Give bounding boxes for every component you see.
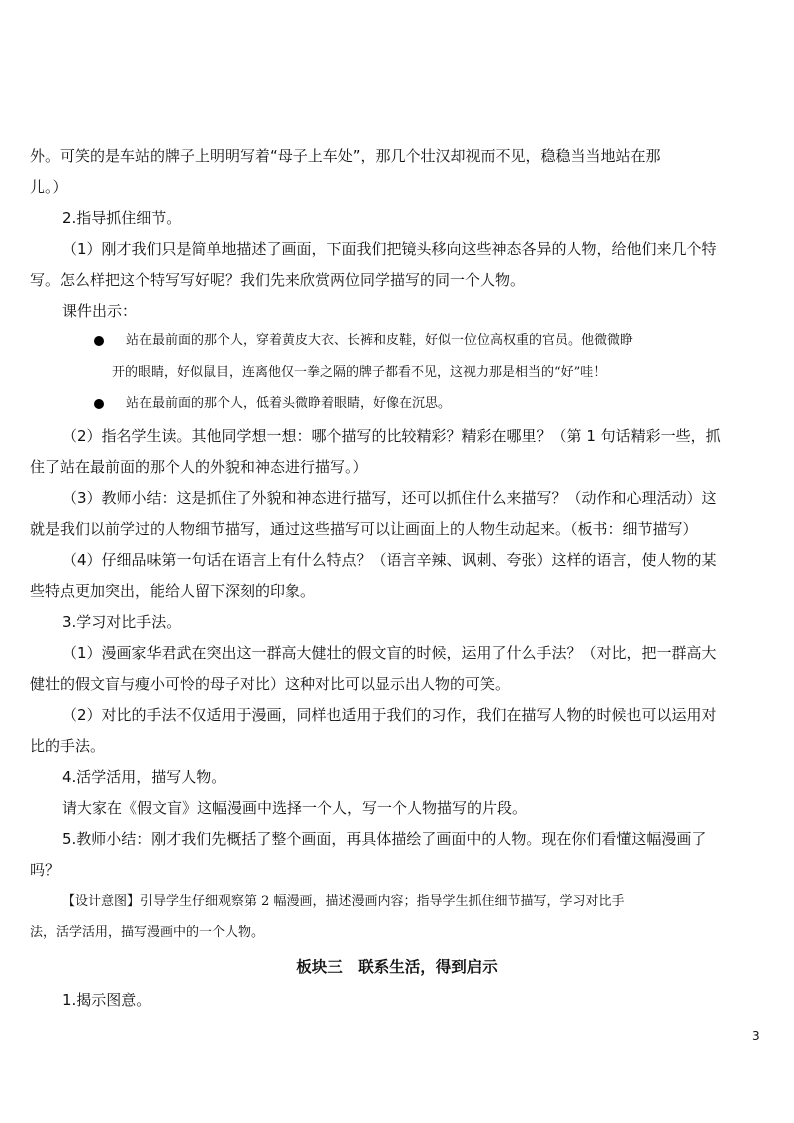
paragraph-line: 儿。） bbox=[30, 178, 68, 196]
bullet-icon bbox=[94, 399, 104, 409]
section-item: 2.指导抓住细节。 bbox=[62, 209, 182, 227]
page-number: 3 bbox=[752, 1029, 760, 1043]
section-item: 4.活学活用，描写人物。 bbox=[62, 768, 227, 786]
bullet-icon bbox=[94, 336, 104, 346]
paragraph-line: 健壮的假文盲与瘦小可怜的母子对比）这种对比可以显示出人物的可笑。 bbox=[30, 675, 511, 693]
paragraph-line: 比的手法。 bbox=[30, 737, 106, 755]
section-heading: 板块三 联系生活，得到启示 bbox=[296, 958, 498, 976]
paragraph-line: 吗？ bbox=[30, 861, 61, 879]
design-intent-line: 【设计意图】引导学生仔细观察第 2 幅漫画，描述漫画内容；指导学生抓住细节描写，学习对比手 bbox=[62, 894, 625, 909]
paragraph-line: （4）仔细品味第一句话在语言上有什么特点？（语言辛辣、讽刺、夸张）这样的语言，使人物的某 bbox=[62, 551, 717, 569]
paragraph-line: 就是我们以前学过的人物细节描写，通过这些描写可以让画面上的人物生动起来。（板书：细节描写） bbox=[30, 520, 698, 538]
bullet-text: 开的眼睛，好似鼠目，连离他仅一拳之隔的牌子都看不见，这视力那是相当的“好”哇！ bbox=[112, 365, 607, 380]
paragraph-line: 些特点更加突出，能给人留下深刻的印象。 bbox=[30, 582, 316, 600]
bullet-text: 站在最前面的那个人，低着头微睁着眼睛，好像在沉思。 bbox=[126, 396, 452, 411]
bullet-text: 站在最前面的那个人，穿着黄皮大衣、长裤和皮鞋，好似一位位高权重的官员。他微微睁 bbox=[126, 333, 634, 348]
paragraph-line: （2）指名学生读。其他同学想一想：哪个描写的比较精彩？精彩在哪里？（第 1 句话精彩一些，抓 bbox=[62, 427, 721, 445]
paragraph-line: （3）教师小结：这是抓住了外貌和神态进行描写，还可以抓住什么来描写？（动作和心理活动）这 bbox=[62, 489, 717, 507]
paragraph-line: （2）对比的手法不仅适用于漫画，同样也适用于我们的习作，我们在描写人物的时候也可以运用对 bbox=[62, 706, 717, 724]
section-item: 5.教师小结：刚才我们先概括了整个画面，再具体描绘了画面中的人物。现在你们看懂这幅漫画了 bbox=[62, 830, 707, 848]
paragraph-line: 请大家在《假文盲》这幅漫画中选择一个人，写一个人物描写的片段。 bbox=[62, 799, 528, 817]
paragraph-line: （1）刚才我们只是简单地描述了画面，下面我们把镜头移向这些神态各异的人物，给他们来几个特 bbox=[62, 240, 717, 258]
paragraph-line: 外。可笑的是车站的牌子上明明写着“母子上车处”，那几个壮汉却视而不见，稳稳当当地站在那 bbox=[30, 147, 661, 165]
paragraph-line: （1）漫画家华君武在突出这一群高大健壮的假文盲的时候，运用了什么手法？（对比，把一群高大 bbox=[62, 644, 717, 662]
section-item: 1.揭示图意。 bbox=[62, 991, 152, 1009]
paragraph-line: 写。怎么样把这个特写写好呢？我们先来欣赏两位同学描写的同一个人物。 bbox=[30, 271, 526, 289]
section-item: 3.学习对比手法。 bbox=[62, 613, 182, 631]
paragraph-line: 课件出示： bbox=[62, 302, 138, 320]
design-intent-line: 法，活学活用，描写漫画中的一个人物。 bbox=[30, 925, 265, 940]
paragraph-line: 住了站在最前面的那个人的外貌和神态进行描写。） bbox=[30, 458, 368, 476]
